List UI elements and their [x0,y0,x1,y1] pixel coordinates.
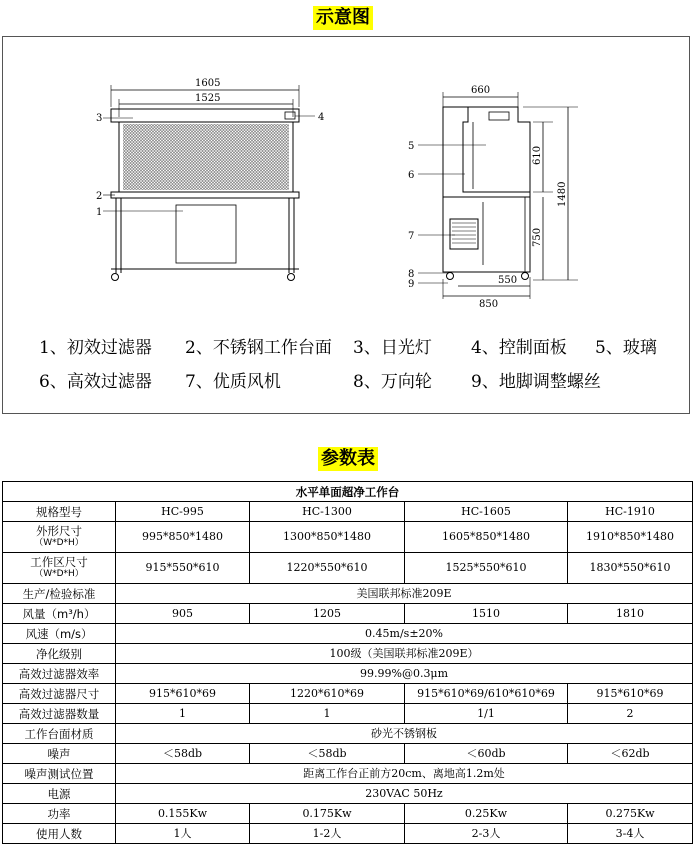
row-label [3,644,116,664]
legend-item-9: 9、地脚调整螺丝 [471,372,601,392]
diagram-panel [2,36,690,414]
row-cell: 1525*550*610 [405,553,568,584]
row-cell: 915*610*69 [568,684,693,704]
table-row [3,724,693,744]
row-label-text: 噪声 [47,746,71,761]
row-label [3,744,116,764]
row-cell: ＜58db [250,744,405,764]
row-cell: HC-1605 [405,502,568,522]
row-cell: 0.275Kw [568,804,693,824]
table-row [3,784,693,804]
legend-item-7: 7、优质风机 [185,372,281,392]
row-label [3,824,116,844]
row-label [3,553,116,584]
callout-2: 2 [96,191,103,202]
dim-610: 610 [532,145,543,165]
table-row [3,553,693,584]
row-label [3,704,116,724]
dim-750: 750 [532,227,543,247]
row-label-text: 高效过滤器数量 [18,706,100,721]
callout-8: 8 [408,269,415,280]
schematic-drawing [3,37,691,415]
row-label-sub: （W*D*H） [34,569,84,579]
legend-item-5: 5、玻璃 [595,338,657,358]
row-label [3,604,116,624]
table-row [3,624,693,644]
row-label-text: 电源 [47,786,71,801]
table-row [3,664,693,684]
row-cell: 915*550*610 [116,553,250,584]
table-row [3,804,693,824]
dim-1480: 1480 [557,181,568,207]
table-row [3,764,693,784]
row-cell: 915*610*69 [116,684,250,704]
table-row [3,644,693,664]
row-label-text: 功率 [47,806,71,821]
row-cell: 0.155Kw [116,804,250,824]
row-label [3,724,116,744]
table-row [3,604,693,624]
table-row [3,522,693,553]
table-title: 水平单面超净工作台 [3,482,693,502]
table-row [3,684,693,704]
row-label [3,764,116,784]
table-title-row [3,482,693,502]
table-row [3,502,693,522]
table-row [3,584,693,604]
row-label [3,684,116,704]
callout-4: 4 [318,112,325,123]
row-cell: ＜60db [405,744,568,764]
row-cell: 995*850*1480 [116,522,250,553]
row-label-text: 外形尺寸 [36,524,82,538]
side-view [408,85,578,310]
legend-item-3: 3、日光灯 [353,338,432,358]
row-label [3,624,116,644]
legend-item-2: 2、不锈钢工作台面 [185,338,332,358]
row-label [3,502,116,522]
callout-1: 1 [96,207,103,218]
row-cell: 3-4人 [568,824,693,844]
row-label-text: 工作区尺寸 [30,555,88,569]
row-label-sub: （W*D*H） [34,538,84,548]
row-cell: 1910*850*1480 [568,522,693,553]
row-value: 100级（美国联邦标准209E） [116,644,693,664]
row-label-text: 高效过滤器效率 [18,666,100,681]
row-label-text: 风速（m/s） [25,626,93,641]
row-label-text: 使用人数 [36,826,82,841]
row-value: 99.99%@0.3μm [116,664,693,684]
row-label-text: 生产/检验标准 [22,586,96,601]
dim-1525: 1525 [195,93,221,104]
row-cell: 2-3人 [405,824,568,844]
row-cell: 1205 [250,604,405,624]
row-label-text: 风量（m³/h） [22,606,96,621]
table-row [3,744,693,764]
row-cell: ＜58db [116,744,250,764]
dim-550: 550 [498,275,518,286]
row-label-text: 工作台面材质 [24,726,94,741]
row-cell: 1830*550*610 [568,553,693,584]
row-cell: 1220*610*69 [250,684,405,704]
row-cell: ＜62db [568,744,693,764]
row-label [3,522,116,553]
legend-item-1: 1、初效过滤器 [39,338,152,358]
row-cell: 0.175Kw [250,804,405,824]
row-cell: 905 [116,604,250,624]
row-value: 0.45m/s±20% [116,624,693,644]
table-row [3,824,693,844]
row-cell: 1 [250,704,405,724]
dim-850: 850 [479,299,499,310]
row-cell: 1220*550*610 [250,553,405,584]
row-cell: 1300*850*1480 [250,522,405,553]
row-value: 砂光不锈钢板 [116,724,693,744]
spec-table [2,481,693,844]
row-cell: 1-2人 [250,824,405,844]
row-cell: 1人 [116,824,250,844]
row-cell: 1810 [568,604,693,624]
callout-7: 7 [408,231,415,242]
row-value: 230VAC 50Hz [116,784,693,804]
row-label [3,784,116,804]
row-label-text: 高效过滤器尺寸 [18,686,100,701]
row-label-text: 噪声测试位置 [24,766,94,781]
legend-item-4: 4、控制面板 [471,338,567,358]
row-value: 美国联邦标准209E [116,584,693,604]
row-cell: 1 [116,704,250,724]
row-label [3,804,116,824]
params-title: 参数表 [318,447,378,471]
callout-6: 6 [408,170,415,181]
row-cell: 1510 [405,604,568,624]
row-cell: HC-995 [116,502,250,522]
table-row [3,704,693,724]
row-cell: 915*610*69/610*610*69 [405,684,568,704]
row-cell: 1605*850*1480 [405,522,568,553]
dim-1605: 1605 [195,78,221,89]
callout-3: 3 [96,113,103,124]
row-cell: HC-1910 [568,502,693,522]
row-cell: 0.25Kw [405,804,568,824]
row-cell: 2 [568,704,693,724]
dim-660: 660 [471,85,491,96]
front-view [96,78,324,281]
legend-item-6: 6、高效过滤器 [39,372,152,392]
row-cell: HC-1300 [250,502,405,522]
callout-9: 9 [408,279,415,290]
row-label [3,584,116,604]
diagram-title: 示意图 [313,6,373,30]
row-label-text: 规格型号 [36,504,82,519]
row-value: 距离工作台正前方20cm、离地高1.2m处 [116,764,693,784]
legend-item-8: 8、万向轮 [353,372,432,392]
row-label [3,664,116,684]
row-cell: 1/1 [405,704,568,724]
callout-5: 5 [408,141,415,152]
row-label-text: 净化级别 [36,646,82,661]
